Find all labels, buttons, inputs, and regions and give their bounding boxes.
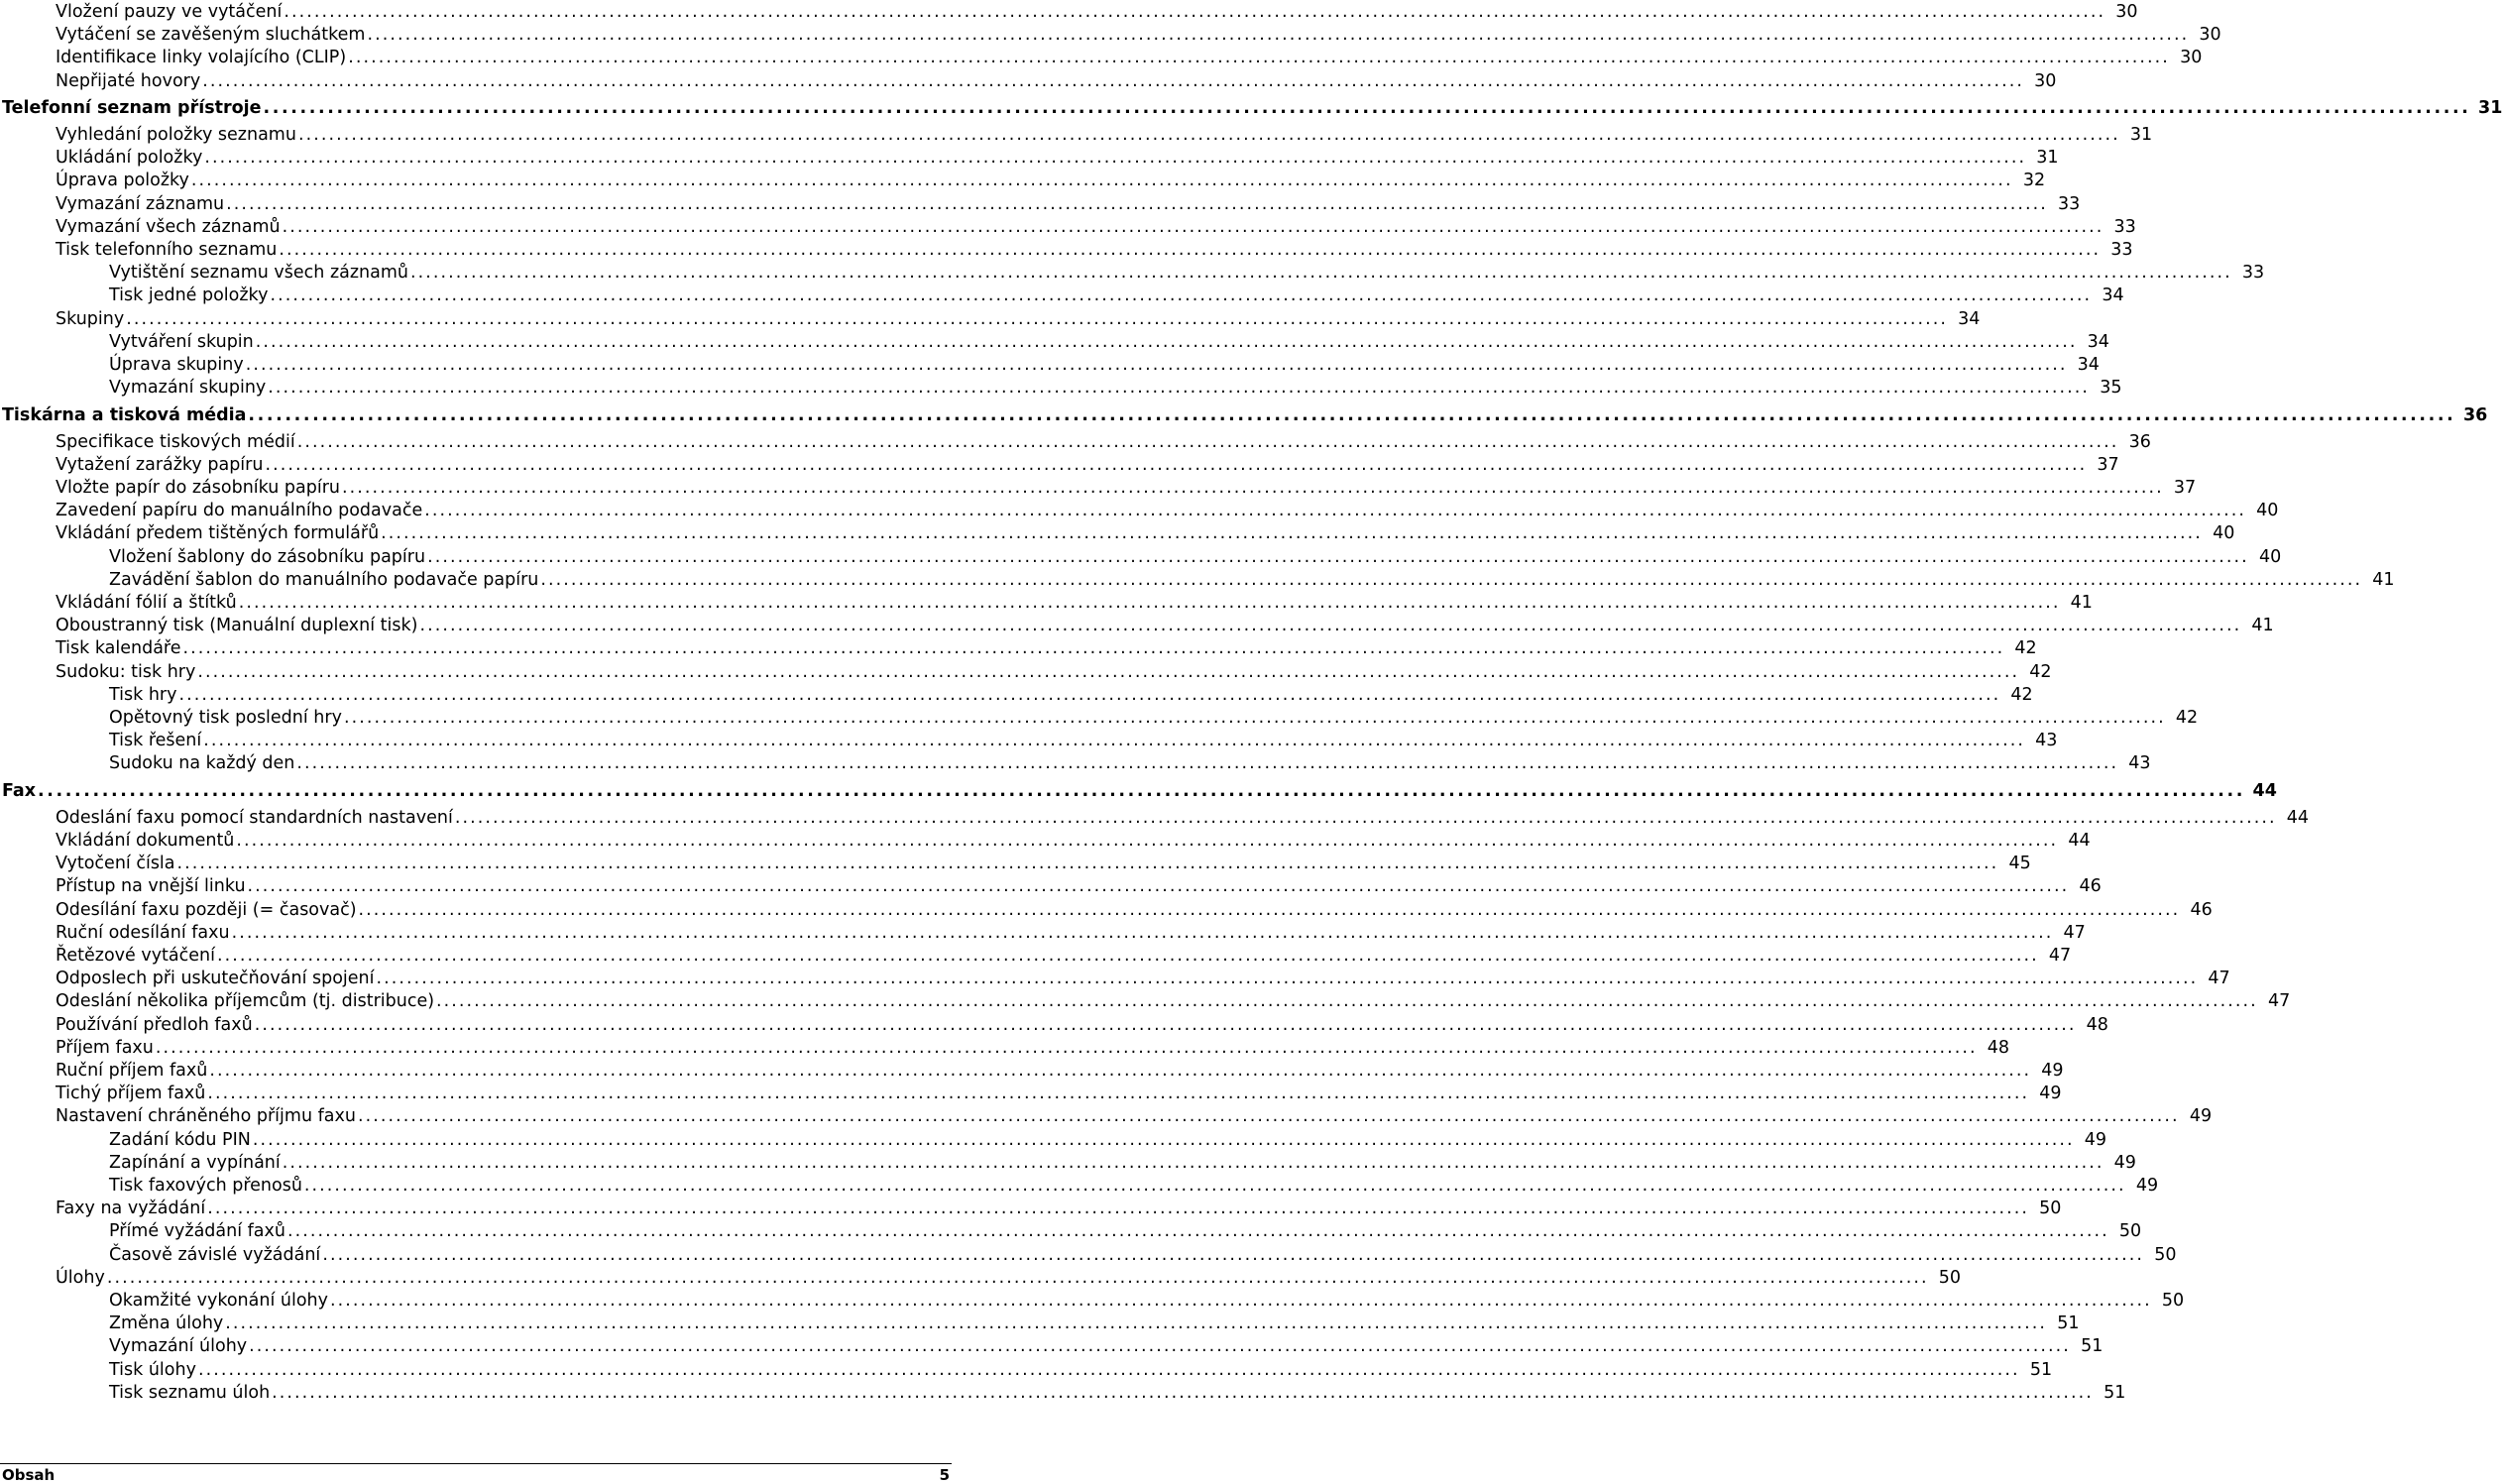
toc-entry-page: 41 — [2251, 616, 2274, 635]
toc-entry-page: 32 — [2022, 171, 2046, 190]
dot-leader — [198, 1360, 2018, 1381]
toc-entry-page: 34 — [1958, 309, 1981, 329]
toc-entry-title: Odeslání faxu pomocí standardních nastavení — [56, 808, 453, 828]
toc-entry[interactable] — [0, 779, 2277, 802]
dot-leader — [265, 455, 2085, 476]
toc-entry[interactable] — [0, 1197, 2062, 1219]
dot-leader — [322, 1245, 2142, 1266]
dot-leader — [284, 2, 2104, 23]
toc-entry-title: Vkládání dokumentů — [56, 831, 235, 851]
dot-leader — [297, 432, 2117, 453]
dot-leader — [419, 616, 2239, 636]
dot-leader — [248, 876, 2068, 897]
dot-leader — [283, 1153, 2103, 1174]
dot-leader — [191, 171, 2011, 191]
toc-entry-title: Přístup na vnější linku — [56, 876, 246, 896]
dot-leader — [359, 900, 2179, 921]
toc-entry-page: 42 — [2010, 685, 2033, 705]
dot-leader — [367, 25, 2187, 46]
toc-entry-title: Tisk úlohy — [109, 1360, 196, 1380]
toc-entry[interactable] — [0, 660, 2052, 683]
toc-entry[interactable] — [0, 1266, 1962, 1289]
dot-leader — [436, 991, 2256, 1012]
toc-entry-page: 49 — [2041, 1061, 2064, 1081]
toc-entry-title: Odposlech při uskutečňování spojení — [56, 969, 375, 988]
dot-leader — [348, 48, 2168, 68]
toc-entry[interactable] — [0, 614, 2274, 636]
toc-entry-page: 43 — [2128, 753, 2151, 773]
toc-entry-title: Vymazání všech záznamů — [56, 217, 281, 237]
toc-entry-title: Řetězové vytáčení — [56, 946, 215, 966]
dot-leader — [410, 263, 2230, 284]
toc-entry-title: Vkládání předem tištěných formulářů — [56, 523, 380, 543]
toc-entry-title: Odeslání několika příjemcům (tj. distribuce) — [56, 991, 435, 1011]
toc-entry[interactable] — [0, 476, 2197, 499]
toc-entry-title: Zadání kódu PIN — [109, 1130, 251, 1150]
dot-leader — [197, 662, 2017, 683]
toc-entry[interactable] — [0, 284, 2124, 306]
toc-entry-title: Vložení pauzy ve vytáčení — [56, 2, 283, 22]
toc-entry-page: 30 — [2034, 71, 2057, 91]
toc-entry-page: 47 — [2048, 946, 2072, 966]
toc-entry-title: Vymazání úlohy — [109, 1336, 248, 1356]
toc-entry-page: 47 — [2267, 991, 2291, 1011]
toc-entry-page: 44 — [2068, 831, 2091, 851]
toc-entry[interactable] — [0, 874, 2102, 897]
toc-entry[interactable] — [0, 123, 2153, 146]
toc-entry-page: 50 — [2154, 1245, 2177, 1265]
toc-entry-title: Tichý příjem faxů — [56, 1084, 206, 1103]
toc-entry-page: 49 — [2189, 1106, 2213, 1126]
toc-entry-title: Nepřijaté hovory — [56, 71, 201, 91]
toc-entry[interactable] — [0, 636, 2037, 659]
footer-page-number: 5 — [939, 1466, 950, 1484]
dot-leader — [207, 1199, 2027, 1219]
dot-leader — [177, 854, 1997, 874]
dot-leader — [268, 378, 2088, 399]
toc-entry[interactable] — [0, 1312, 2080, 1334]
toc-entry-page: 30 — [2199, 25, 2221, 45]
toc-entry-page: 47 — [2063, 923, 2086, 943]
toc-entry-title: Přímé vyžádání faxů — [109, 1221, 285, 1241]
toc-entry[interactable] — [0, 403, 2488, 426]
toc-entry[interactable] — [0, 1013, 2108, 1036]
toc-entry[interactable] — [0, 1059, 2064, 1082]
toc-entry-title: Zavedení papíru do manuálního podavače — [56, 501, 423, 520]
toc-entry[interactable] — [0, 330, 2109, 353]
toc-entry-title: Vkládání fólií a štítků — [56, 593, 237, 613]
toc-entry-title: Vytáčení se zavěšeným sluchátkem — [56, 25, 366, 45]
toc-entry-page: 50 — [2039, 1199, 2062, 1218]
toc-entry-page: 48 — [1987, 1038, 2010, 1058]
page-footer — [0, 1463, 952, 1484]
toc-entry[interactable] — [0, 545, 2282, 568]
toc-entry[interactable] — [0, 69, 2057, 92]
toc-entry[interactable] — [0, 1104, 2213, 1127]
dot-leader — [424, 501, 2244, 521]
toc-entry-title: Úlohy — [56, 1268, 105, 1288]
toc-entry-page: 49 — [2039, 1084, 2062, 1103]
toc-entry-page: 42 — [2014, 638, 2037, 658]
toc-entry-title: Tisk faxových přenosů — [109, 1176, 302, 1196]
toc-entry-title: Příjem faxu — [56, 1038, 154, 1058]
toc-entry[interactable] — [0, 430, 2151, 453]
toc-entry-title: Skupiny — [56, 309, 125, 329]
toc-entry-title: Vložte papír do zásobníku papíru — [56, 478, 340, 498]
toc-entry[interactable] — [0, 46, 2203, 68]
toc-entry-page: 46 — [2190, 900, 2213, 920]
toc-entry[interactable] — [0, 238, 2133, 261]
toc-entry-title: Nastavení chráněného příjmu faxu — [56, 1106, 356, 1126]
toc-entry-page: 50 — [2161, 1291, 2185, 1311]
toc-entry-page: 33 — [2113, 217, 2136, 237]
toc-entry-title: Vymazání skupiny — [109, 378, 267, 398]
dot-leader — [279, 240, 2099, 261]
dot-leader — [344, 708, 2164, 729]
toc-entry[interactable] — [0, 1174, 2159, 1197]
dot-leader — [455, 808, 2275, 829]
toc-entry[interactable] — [0, 967, 2230, 989]
toc-entry-page: 36 — [2462, 405, 2488, 425]
toc-entry[interactable] — [0, 353, 2100, 376]
dot-leader — [226, 194, 2046, 215]
toc-entry-page: 34 — [2087, 332, 2109, 352]
dot-leader — [207, 1084, 2027, 1104]
toc-entry-title: Fax — [2, 781, 37, 801]
toc-entry-title: Sudoku na každý den — [109, 753, 295, 773]
toc-entry-title: Tisk jedné položky — [109, 285, 269, 305]
dot-leader — [287, 1221, 2107, 1242]
toc-entry-page: 42 — [2029, 662, 2052, 682]
toc-entry-page: 31 — [2036, 148, 2059, 168]
toc-entry[interactable] — [0, 1334, 2104, 1357]
toc-entry-page: 49 — [2084, 1130, 2107, 1150]
dot-leader — [270, 285, 2090, 306]
dot-leader — [126, 309, 1946, 330]
toc-entry-page: 51 — [2081, 1336, 2104, 1356]
dot-leader — [342, 478, 2162, 499]
toc-entry[interactable] — [0, 307, 1981, 330]
toc-entry[interactable] — [0, 453, 2119, 476]
toc-entry-page: 34 — [2102, 285, 2124, 305]
toc-entry-page: 41 — [2070, 593, 2093, 613]
dot-leader — [239, 593, 2059, 614]
toc-entry-page: 43 — [2035, 731, 2058, 750]
toc-entry-page: 33 — [2241, 263, 2265, 283]
toc-entry-title: Ruční příjem faxů — [56, 1061, 208, 1081]
toc-entry[interactable] — [0, 806, 2310, 829]
dot-leader — [256, 332, 2076, 353]
dot-leader — [304, 1176, 2124, 1197]
toc-entry-title: Úprava skupiny — [109, 355, 244, 375]
toc-entry[interactable] — [0, 499, 2279, 521]
dot-leader — [540, 570, 2360, 591]
toc-entry-page: 37 — [2097, 455, 2119, 475]
toc-entry-title: Používání předloh faxů — [56, 1015, 253, 1035]
toc-entry-page: 41 — [2372, 570, 2395, 590]
toc-entry[interactable] — [0, 829, 2091, 852]
toc-entry[interactable] — [0, 23, 2221, 46]
toc-entry-title: Okamžité vykonání úlohy — [109, 1291, 328, 1311]
toc-entry-page: 51 — [2104, 1383, 2126, 1403]
toc-entry[interactable] — [0, 215, 2136, 238]
toc-entry-page: 36 — [2128, 432, 2151, 452]
toc-entry-page: 31 — [2129, 125, 2153, 145]
toc-entry[interactable] — [0, 1358, 2053, 1381]
toc-entry-title: Vytažení zarážky papíru — [56, 455, 264, 475]
toc-entry-page: 40 — [2258, 547, 2282, 567]
toc-entry-page: 47 — [2208, 969, 2230, 988]
toc-entry-page: 30 — [2180, 48, 2203, 67]
toc-entry[interactable] — [0, 1128, 2107, 1151]
toc-entry-title: Vyhledání položky seznamu — [56, 125, 296, 145]
toc-entry-page: 40 — [2213, 523, 2235, 543]
toc-entry[interactable] — [0, 146, 2059, 169]
toc-entry-title: Zapínání a vypínání — [109, 1153, 281, 1173]
toc-entry[interactable] — [0, 1151, 2136, 1174]
toc-entry[interactable] — [0, 261, 2265, 284]
toc-entry-title: Identifikace linky volajícího (CLIP) — [56, 48, 347, 67]
dot-leader — [246, 355, 2066, 376]
toc-entry-title: Tisk seznamu úloh — [109, 1383, 271, 1403]
toc-entry-page: 46 — [2079, 876, 2102, 896]
dot-leader — [330, 1291, 2150, 1312]
toc-entry[interactable] — [0, 944, 2072, 967]
toc-entry[interactable] — [0, 852, 2031, 874]
dot-leader — [298, 125, 2118, 146]
toc-entry-page: 50 — [2118, 1221, 2142, 1241]
toc-entry-title: Vymazání záznamu — [56, 194, 225, 214]
dot-leader — [283, 217, 2103, 238]
dot-leader — [272, 1383, 2092, 1404]
toc-entry-page: 51 — [2057, 1313, 2080, 1333]
toc-entry-page: 51 — [2029, 1360, 2053, 1380]
toc-entry-title: Vytváření skupin — [109, 332, 254, 352]
toc-entry[interactable] — [0, 376, 2122, 399]
toc-entry-title: Vytištění seznamu všech záznamů — [109, 263, 408, 283]
dot-leader — [38, 781, 2243, 802]
dot-leader — [225, 1313, 2045, 1334]
toc-entry[interactable] — [0, 1036, 2010, 1059]
toc-entry-title: Tisk hry — [109, 685, 177, 705]
toc-entry-page: 45 — [2008, 854, 2031, 873]
toc-entry-page: 44 — [2286, 808, 2310, 828]
toc-entry-title: Zavádění šablon do manuálního podavače papíru — [109, 570, 539, 590]
toc-entry-title: Tiskárna a tisková média — [2, 405, 247, 425]
dot-leader — [156, 1038, 1976, 1059]
toc-entry-title: Odesílání faxu později (= časovač) — [56, 900, 357, 920]
dot-leader — [202, 71, 2022, 92]
dot-leader — [248, 405, 2453, 426]
toc-entry-page: 31 — [2478, 98, 2502, 118]
toc-entry[interactable] — [0, 568, 2395, 591]
toc-entry-page: 33 — [2058, 194, 2081, 214]
toc-entry-title: Vložení šablony do zásobníku papíru — [109, 547, 426, 567]
dot-leader — [236, 831, 2056, 852]
toc-entry-title: Ruční odesílání faxu — [56, 923, 230, 943]
toc-entry-title: Tisk řešení — [109, 731, 202, 750]
toc-entry-title: Změna úlohy — [109, 1313, 224, 1333]
dot-leader — [107, 1268, 1927, 1289]
toc-entry[interactable] — [0, 683, 2033, 706]
dot-leader — [203, 731, 2023, 751]
toc-entry-page: 44 — [2252, 781, 2277, 801]
dot-leader — [255, 1015, 2075, 1036]
toc-entry-page: 48 — [2086, 1015, 2108, 1035]
toc-entry-title: Časově závislé vyžádání — [109, 1245, 321, 1265]
toc-entry-title: Telefonní seznam přístroje — [2, 98, 262, 118]
toc-entry-title: Faxy na vyžádání — [56, 1199, 206, 1218]
dot-leader — [232, 923, 2052, 944]
toc-entry[interactable] — [0, 706, 2199, 729]
dot-leader — [427, 547, 2247, 568]
toc-entry-page: 34 — [2077, 355, 2100, 375]
toc-entry[interactable] — [0, 0, 2138, 23]
toc-entry-page: 50 — [1938, 1268, 1962, 1288]
toc-entry[interactable] — [0, 192, 2081, 215]
dot-leader — [249, 1336, 2069, 1357]
toc-entry-title: Specifikace tiskových médií — [56, 432, 295, 452]
toc-entry-page: 30 — [2115, 2, 2138, 22]
toc-entry[interactable] — [0, 1289, 2185, 1312]
toc-entry[interactable] — [0, 729, 2058, 751]
dot-leader — [264, 98, 2469, 119]
dot-leader — [178, 685, 1998, 706]
toc-entry-title: Opětovný tisk poslední hry — [109, 708, 342, 728]
toc-entry[interactable] — [0, 989, 2291, 1012]
toc-entry-title: Sudoku: tisk hry — [56, 662, 196, 682]
toc-entry-title: Úprava položky — [56, 171, 189, 190]
toc-entry-page: 40 — [2256, 501, 2279, 520]
dot-leader — [377, 969, 2197, 989]
toc-entry[interactable] — [0, 921, 2086, 944]
toc-entry[interactable] — [0, 1381, 2126, 1404]
toc-entry-page: 42 — [2175, 708, 2199, 728]
toc-entry[interactable] — [0, 521, 2235, 544]
toc-entry[interactable] — [0, 898, 2213, 921]
toc-entry[interactable] — [0, 1219, 2142, 1242]
toc-entry[interactable] — [0, 96, 2502, 119]
dot-leader — [217, 946, 2037, 967]
toc-entry-page: 35 — [2100, 378, 2122, 398]
toc-entry-page: 33 — [2110, 240, 2133, 260]
toc-entry-page: 49 — [2135, 1176, 2159, 1196]
toc-entry[interactable] — [0, 169, 2046, 191]
toc-entry-page: 37 — [2173, 478, 2197, 498]
toc-entry-page: 49 — [2113, 1153, 2136, 1173]
toc-entry-title: Ukládání položky — [56, 148, 203, 168]
dot-leader — [253, 1130, 2073, 1151]
toc-entry[interactable] — [0, 1082, 2062, 1104]
toc-entry-title: Tisk telefonního seznamu — [56, 240, 278, 260]
toc-entry[interactable] — [0, 591, 2093, 614]
toc-entry[interactable] — [0, 1243, 2177, 1266]
dot-leader — [381, 523, 2201, 544]
dot-leader — [296, 753, 2116, 774]
dot-leader — [209, 1061, 2029, 1082]
toc-entry-title: Tisk kalendáře — [56, 638, 181, 658]
toc-entry[interactable] — [0, 751, 2151, 774]
toc-entry-title: Vytočení čísla — [56, 854, 175, 873]
dot-leader — [204, 148, 2024, 169]
dot-leader — [358, 1106, 2178, 1127]
dot-leader — [183, 638, 2003, 659]
footer-section-label: Obsah — [2, 1466, 56, 1484]
toc-entry-title: Oboustranný tisk (Manuální duplexní tisk) — [56, 616, 418, 635]
